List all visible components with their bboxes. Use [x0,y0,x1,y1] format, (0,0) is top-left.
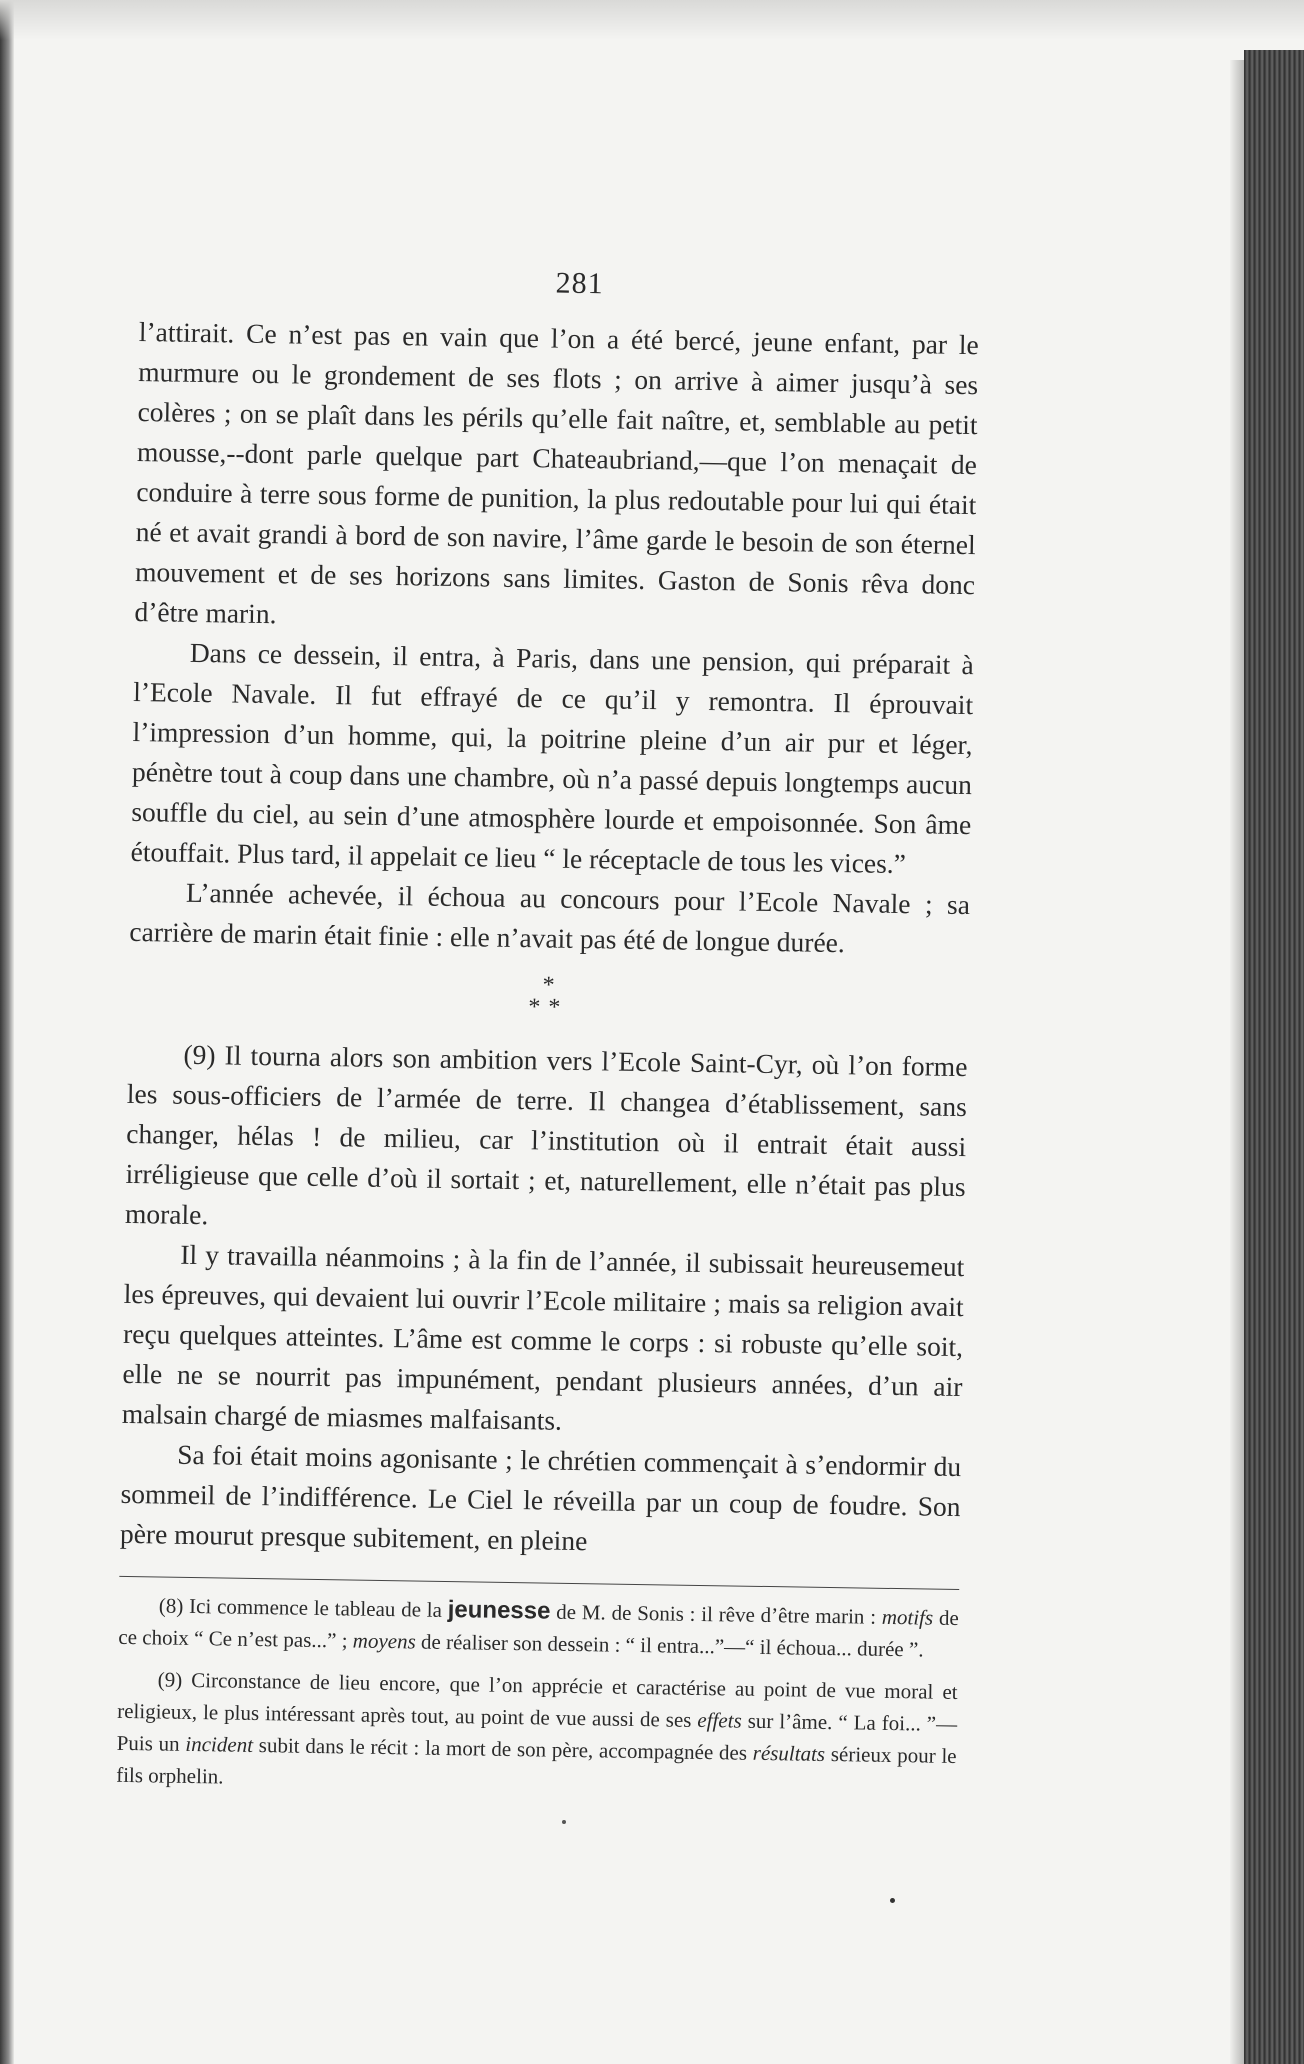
book-page-edges [1244,50,1304,2064]
speck-mark [562,1820,566,1824]
footnote-8: (8) Ici commence le tableau de la jeunesse de M. de Sonis : il rêve d’être marin : motifs de ce choix “ Ce n’est pas...” ; moyens de réaliser son dessein : “ il entra...”—“ il échoua... durée ”. [118,1593,959,1662]
page-edge-highlight [1230,60,1244,2064]
paragraph-6: Sa foi était moins agonisante ; le chrétien commençait à s’endormir du sommeil de l’indifférence. Le Ciel le réveilla par un coup de foudre. Son père mourut presque subitement, en pleine [119,1438,962,1557]
paragraph-3: L’année achevée, il échoua au concours pour l’Ecole Navale ; sa carrière de marin était finie : elle n’avait pas été de longue durée. [129,876,971,959]
speck-mark [890,1898,895,1903]
book-page [116,260,980,1814]
page-number: 281 [555,266,604,301]
paragraph-1: l’attirait. Ce n’est pas en vain que l’on a été bercé, jeune enfant, par le murmure ou le grondement de ses flots ; on arrive à aimer jusqu’à ses colères ; on se plaît dans les périls qu’elle fait naître, et, semblable au petit mousse,--dont parle quelque part Chateaubriand,—que l’on menaçait de conduire à terre sous forme de punition, la plus redoutable pour lui qui était né et avait grandi à bord de son navire, l’âme garde le besoin de son éternel mouvement et de ses horizons sans limites. Gaston de Sonis rêva donc d’être marin. [134,315,980,630]
page-gutter-shadow [0,0,14,2064]
footnote-9: (9) Circonstance de lieu encore, que l’on apprécie et caractérise au point de vue moral et religieux, le plus intéressant après tout, au point de vue aussi de ses effets sur l’âme. “ La foi... ”—Puis un incident subit dans le récit : la mort de son père, accompagnée des résultats sérieux pour le fils orphelin. [116,1667,958,1789]
paragraph-5: Il y travailla néanmoins ; à la fin de l’année, il subissait heureusemeut les épreuves, qui devaient lui ouvrir l’Ecole militaire ; mais sa religion avait reçu quelques atteintes. L’âme est comme le corps : si robuste qu’elle soit, elle ne se nourrit pas impunément, pendant plusieurs années, d’un air malsain chargé de miasmes malfaisants. [121,1238,965,1436]
paragraph-4: (9) Il tourna alors son ambition vers l’Ecole Saint-Cyr, où l’on forme les sous-officiers de l’armée de terre. Il changea d’établissement, sans changer, hélas ! de milieu, car l’institution où il entrait était aussi irréligieuse que celle d’où il sortait ; et, naturellement, elle n’était pas plus morale. [124,1038,968,1231]
paragraph-2: Dans ce dessein, il entra, à Paris, dans une pension, qui préparait à l’Ecole Navale. Il fut effrayé de ce qu’il y remontra. Il éprouvait l’impression d’un homme, qui, la poitrine pleine d’un air pur et léger, pénètre tout à coup dans une chambre, où n’a passé depuis longtemps aucun souffle du ciel, au sein d’une atmosphère lourde et empoisonnée. Son âme étouffait. Plus tard, il appelait ce lieu “ le réceptacle de tous les vices.” [130,636,974,880]
asterism-separator: * ** [528,972,569,1021]
top-shadow [0,0,1304,40]
footnote-rule [119,1576,959,1590]
